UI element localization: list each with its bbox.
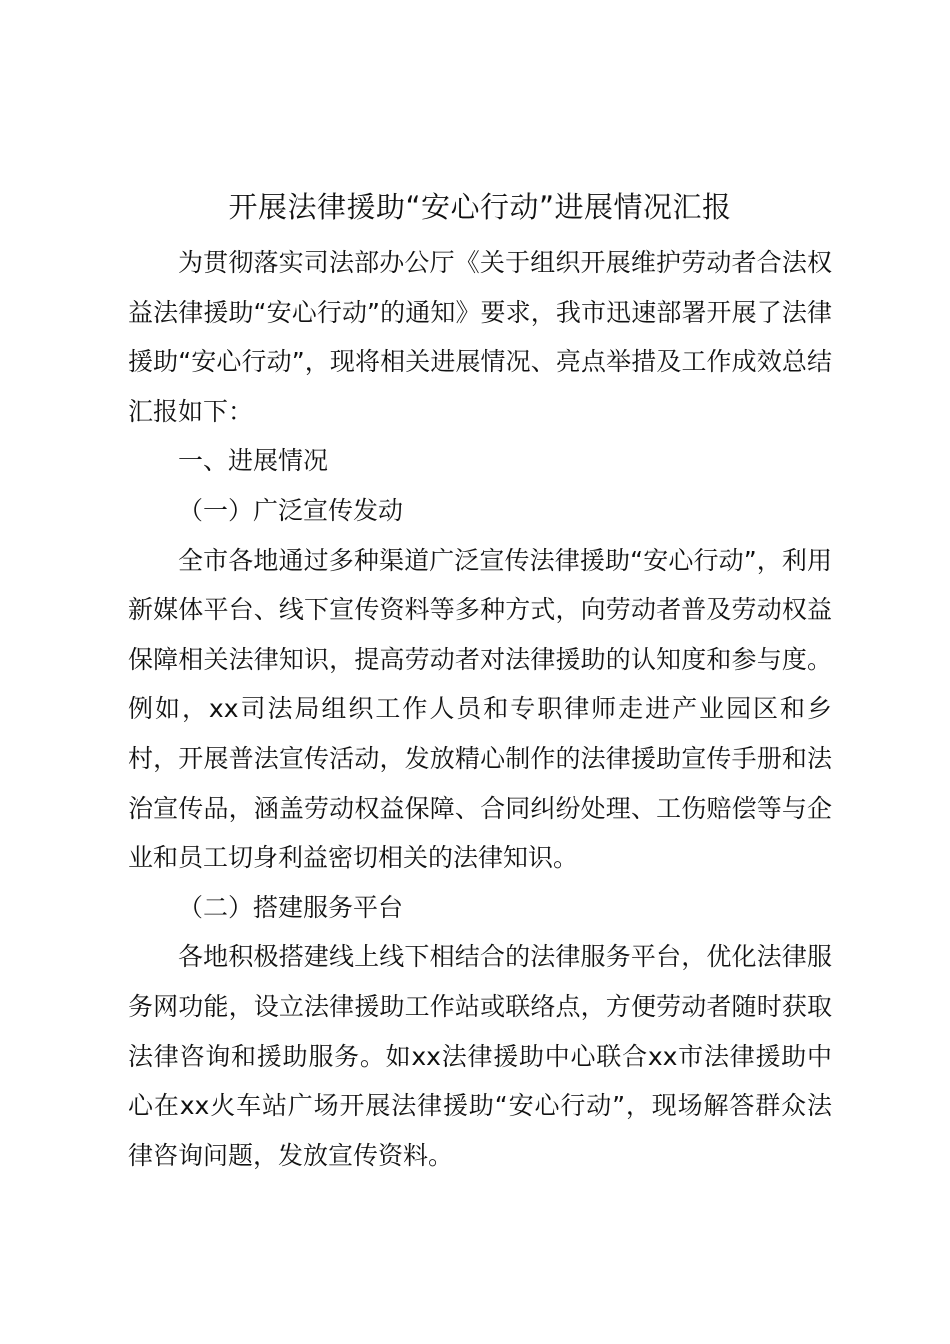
subsection-heading-service-platform: （二）搭建服务平台 (178, 892, 404, 922)
subsection-heading-publicity: （一）广泛宣传发动 (178, 495, 404, 525)
document-body (128, 182, 832, 1180)
service-platform-paragraph: 各地积极搭建线上线下相结合的法律服务平台，优化法律服务网功能，设立法律援助工作站或联络点，方便劳动者随时获取法律咨询和援助服务。如xx法律援助中心联合xx市法律援助中心在xx火车站广场开展法律援助“安心行动”，现场解答群众法律咨询问题，发放宣传资料。 (128, 942, 832, 1170)
section-heading-progress: 一、进展情况 (178, 446, 329, 476)
intro-paragraph: 为贯彻落实司法部办公厅《关于组织开展维护劳动者合法权益法律援助“安心行动”的通知》要求，我市迅速部署开展了法律援助“安心行动”，现将相关进展情况、亮点举措及工作成效总结汇报如下： (128, 248, 832, 426)
publicity-paragraph: 全市各地通过多种渠道广泛宣传法律援助“安心行动”，利用新媒体平台、线下宣传资料等多种方式，向劳动者普及劳动权益保障相关法律知识，提高劳动者对法律援助的认知度和参与度。例如，xx司法局组织工作人员和专职律师走进产业园区和乡村，开展普法宣传活动，发放精心制作的法律援助宣传手册和法治宣传品，涵盖劳动权益保障、合同纠纷处理、工伤赔偿等与企业和员工切身利益密切相关的法律知识。 (128, 545, 832, 873)
document-title: 开展法律援助“安心行动”进展情况汇报 (228, 190, 732, 224)
